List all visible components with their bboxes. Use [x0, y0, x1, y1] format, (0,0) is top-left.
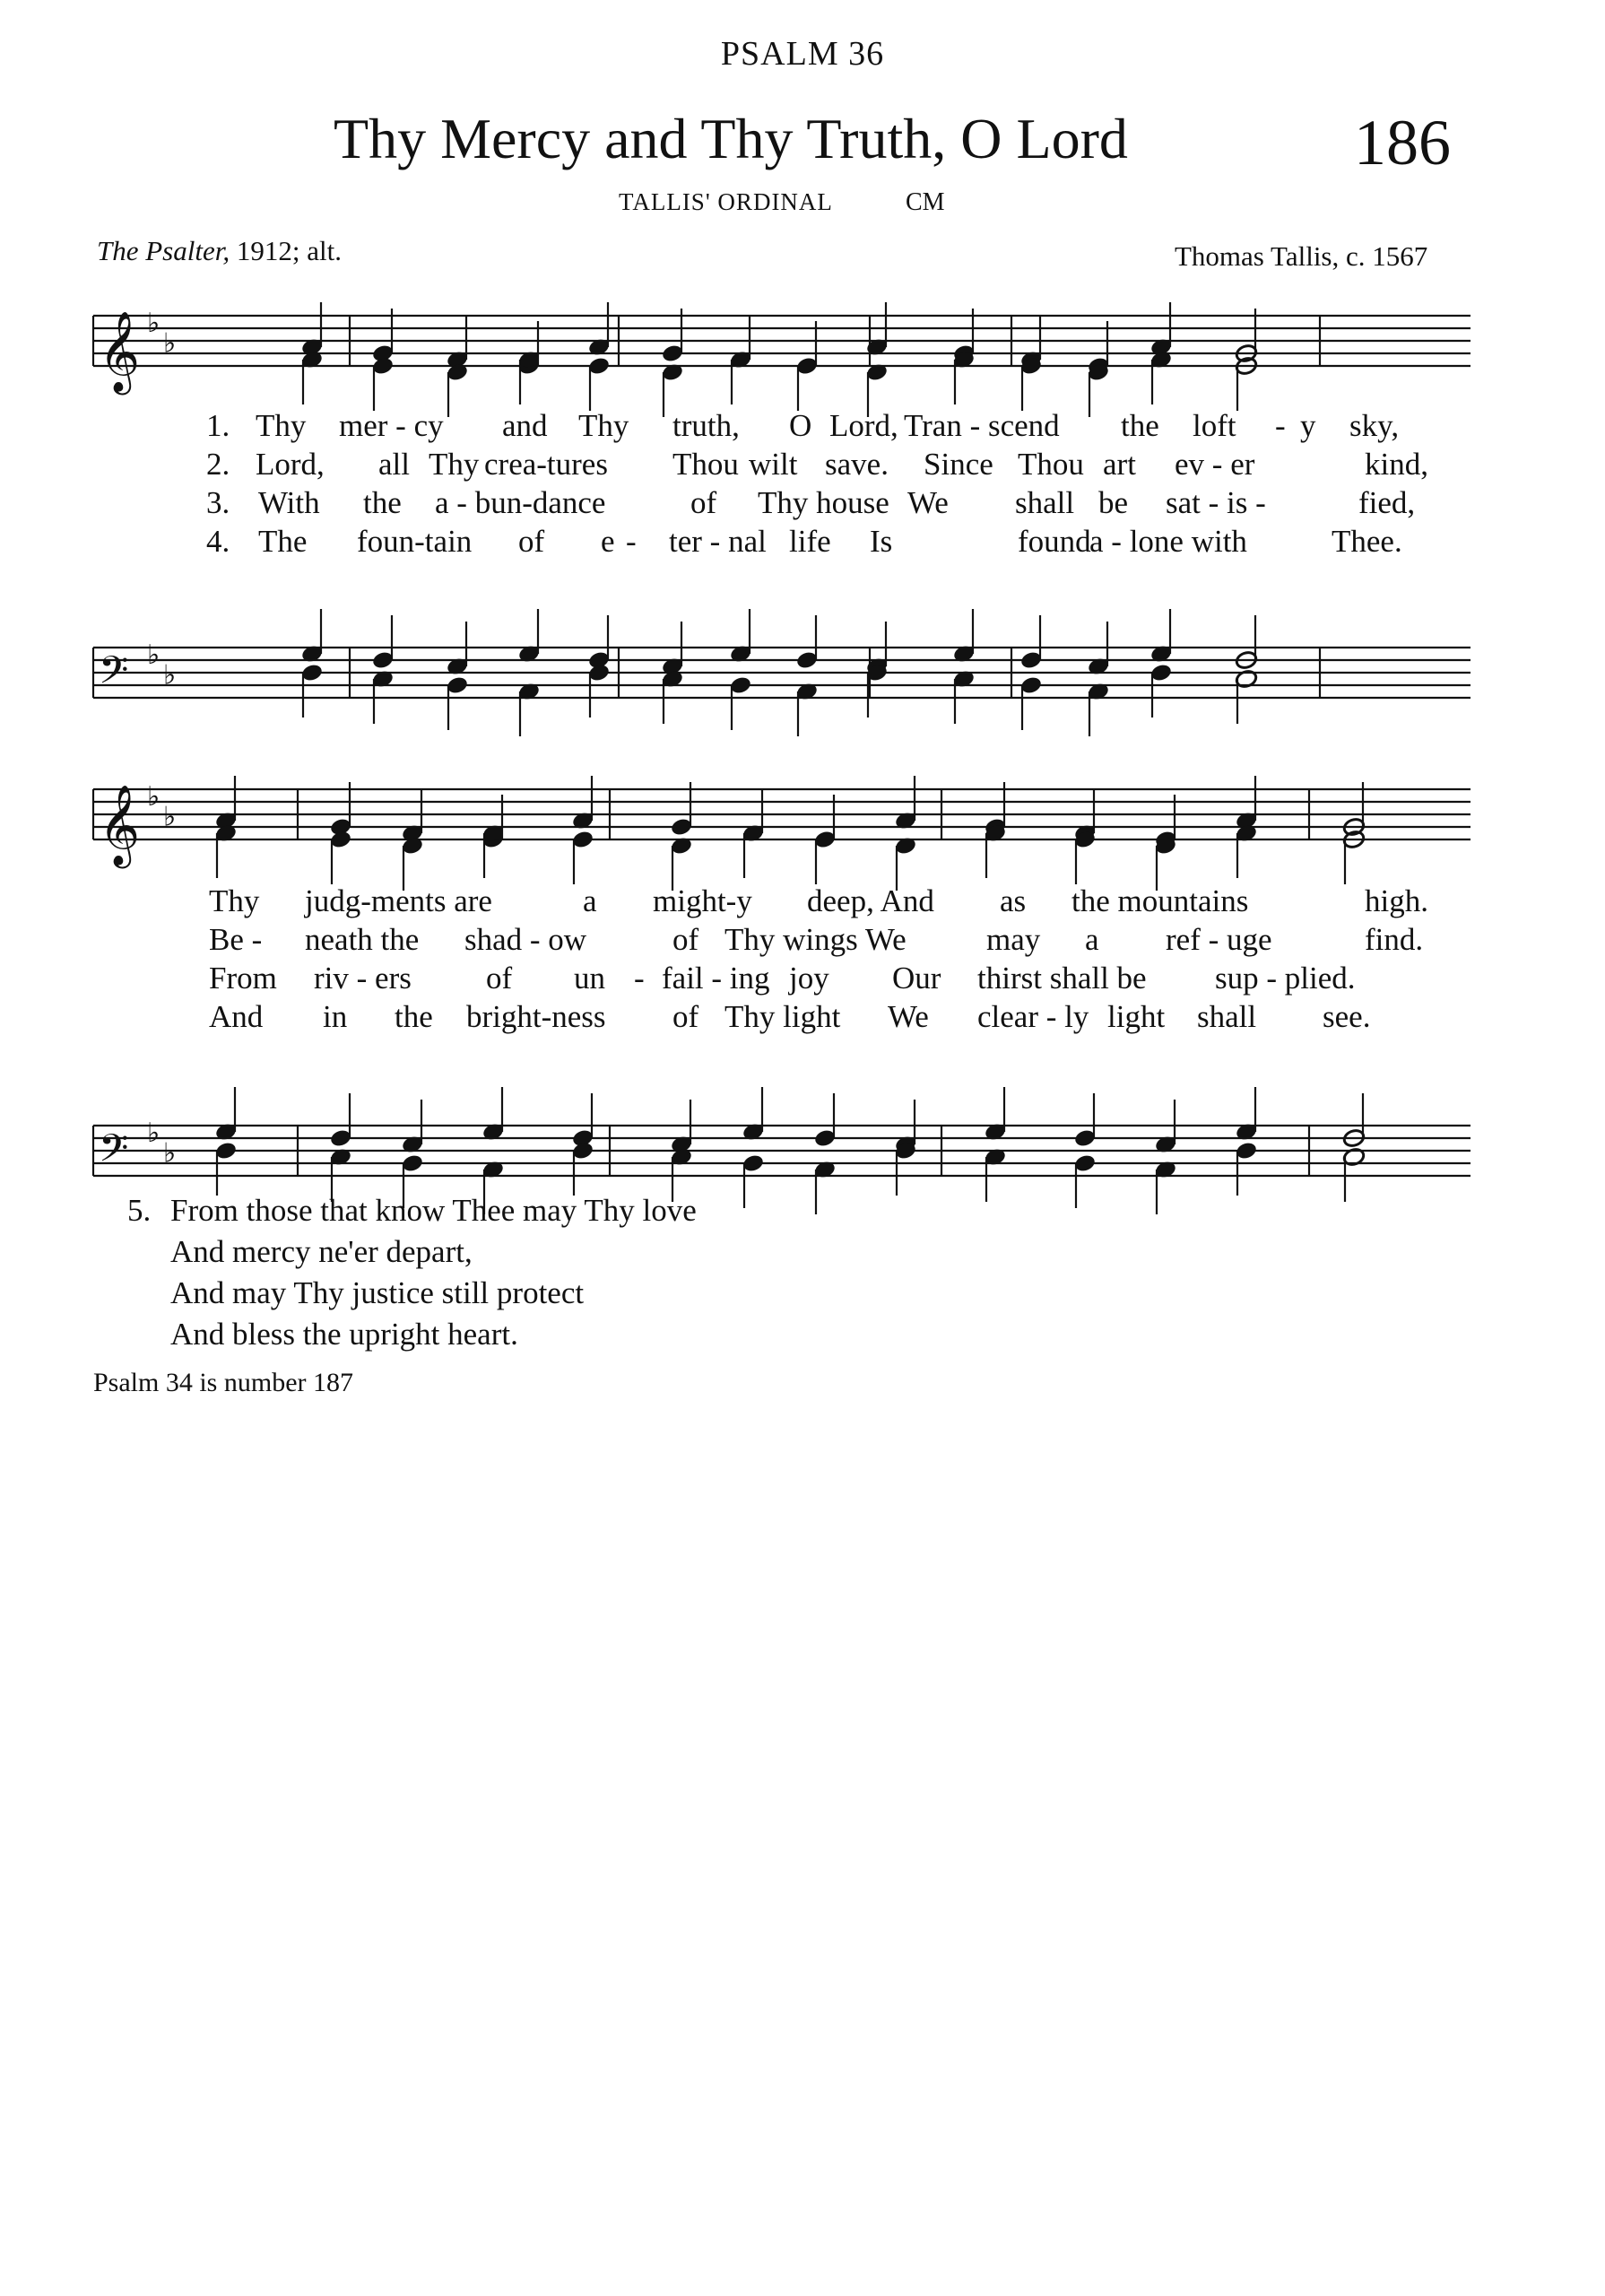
- lyric-syllable: light: [1107, 999, 1166, 1034]
- tune-name: TALLIS' ORDINAL: [619, 188, 833, 215]
- lyric-syllable: neath the: [305, 922, 420, 957]
- lyric-syllable: a - lone with: [1089, 524, 1247, 559]
- lyric-syllable: deep, And: [807, 883, 934, 918]
- lyric-syllable: as: [1000, 883, 1027, 918]
- lyric-syllable: ref - uge: [1166, 922, 1272, 957]
- lyric-syllable: thirst shall be: [977, 961, 1147, 996]
- lyric-syllable: From: [209, 961, 277, 996]
- lyric-syllable: and: [502, 408, 548, 443]
- music-symbol: ♭: [163, 327, 177, 360]
- lyric-syllable: Thy: [256, 408, 307, 443]
- lyric-syllable: Thy house: [758, 485, 889, 520]
- lyric-syllable: may: [986, 922, 1041, 957]
- lyric-syllable: fail - ing: [662, 961, 770, 996]
- lyric-syllable: in: [323, 999, 348, 1034]
- lyric-syllable: wilt: [749, 447, 798, 482]
- music-symbol: ♭: [147, 781, 160, 813]
- lyric-syllable: Lord,: [256, 447, 325, 482]
- lyric-syllable: Thy: [429, 447, 480, 482]
- lyric-syllable: Since: [924, 447, 993, 482]
- lyric-syllable: Our: [892, 961, 941, 996]
- lyric-syllable: -: [626, 524, 637, 559]
- music-symbol: ♭: [147, 639, 160, 672]
- music-symbol: ♭: [163, 801, 177, 833]
- lyric-syllable: We: [888, 999, 929, 1034]
- hymn-number: 186: [1354, 107, 1451, 178]
- lyric-syllable: 3.: [206, 485, 230, 520]
- lyric-syllable: And: [209, 999, 264, 1034]
- lyric-syllable: art: [1103, 447, 1136, 482]
- lyric-syllable: high.: [1365, 883, 1428, 918]
- text-source-italic: The Psalter,: [97, 235, 230, 266]
- lyric-syllable: mer - cy: [339, 408, 444, 443]
- lyric-syllable: the: [395, 999, 433, 1034]
- lyric-syllable: the: [363, 485, 402, 520]
- lyric-syllable: be: [1098, 485, 1129, 520]
- lyric-syllable: Lord,: [829, 408, 898, 443]
- lyric-syllable: The: [258, 524, 308, 559]
- lyric-syllable: save.: [825, 447, 889, 482]
- lyric-syllable: truth,: [672, 408, 740, 443]
- lyric-syllable: fied,: [1358, 485, 1416, 520]
- lyric-syllable: a: [1085, 922, 1099, 957]
- hymn-title: Thy Mercy and Thy Truth, O Lord: [334, 107, 1128, 170]
- lyric-syllable: un: [574, 961, 605, 996]
- music-symbol: 𝄞: [99, 785, 141, 865]
- lyric-syllable: shall: [1015, 485, 1075, 520]
- lyric-syllable: kind,: [1365, 447, 1428, 482]
- lyric-syllable: 2.: [206, 447, 230, 482]
- lyric-syllable: riv - ers: [314, 961, 412, 996]
- lyric-syllable: y: [1300, 408, 1316, 443]
- lyric-syllable: sat - is -: [1166, 485, 1266, 520]
- lyric-syllable: Tran - scend: [904, 408, 1060, 443]
- verse-5-line-1: From those that know Thee may Thy love: [170, 1193, 697, 1228]
- lyric-syllable: a - bun-dance: [435, 485, 606, 520]
- lyric-syllable: of: [672, 999, 699, 1034]
- verse-5-line-2: And mercy ne'er depart,: [170, 1234, 473, 1269]
- lyric-syllable: find.: [1365, 922, 1424, 957]
- music-symbol: 𝄢: [99, 1126, 129, 1180]
- lyric-syllable: of: [486, 961, 513, 996]
- lyric-syllable: loft: [1193, 408, 1236, 443]
- lyric-syllable: Thy: [578, 408, 629, 443]
- lyric-syllable: 1.: [206, 408, 230, 443]
- lyric-syllable: O: [789, 408, 812, 443]
- lyric-syllable: Thy light: [724, 999, 841, 1034]
- lyric-syllable: found: [1018, 524, 1091, 559]
- lyric-syllable: Thou: [1018, 447, 1084, 482]
- meter: CM: [906, 188, 945, 216]
- lyric-syllable: Is: [870, 524, 893, 559]
- text-source-rest: 1912; alt.: [230, 235, 342, 266]
- verse-5-line-4: And bless the upright heart.: [170, 1317, 518, 1352]
- lyric-syllable: sky,: [1349, 408, 1400, 443]
- lyric-syllable: life: [789, 524, 831, 559]
- lyric-syllable: see.: [1323, 999, 1371, 1034]
- lyric-syllable: of: [690, 485, 717, 520]
- lyric-syllable: clear - ly: [977, 999, 1089, 1034]
- lyric-syllable: sup - plied.: [1215, 961, 1356, 996]
- lyric-syllable: shall: [1197, 999, 1257, 1034]
- lyric-syllable: Thou: [672, 447, 739, 482]
- lyric-syllable: a: [583, 883, 597, 918]
- lyric-syllable: shad - ow: [464, 922, 587, 957]
- music-symbol: ♭: [163, 659, 177, 691]
- lyric-syllable: might-y: [653, 883, 752, 918]
- psalm-heading: PSALM 36: [720, 35, 885, 73]
- lyric-syllable: of: [518, 524, 545, 559]
- lyric-syllable: 4.: [206, 524, 230, 559]
- verse-5-number: 5.: [127, 1193, 152, 1228]
- lyric-syllable: Be -: [209, 922, 263, 957]
- lyric-syllable: -: [634, 961, 645, 996]
- lyric-syllable: the: [1121, 408, 1159, 443]
- lyric-syllable: foun-tain: [357, 524, 473, 559]
- lyric-syllable: judg-ments are: [305, 883, 492, 918]
- lyric-syllable: Thy wings We: [724, 922, 907, 957]
- music-symbol: ♭: [147, 308, 160, 340]
- lyric-syllable: of: [672, 922, 699, 957]
- lyric-syllable: crea-tures: [484, 447, 608, 482]
- lyric-syllable: Thy: [209, 883, 260, 918]
- footnote: Psalm 34 is number 187: [93, 1368, 353, 1397]
- music-source: Thomas Tallis, c. 1567: [1175, 240, 1428, 272]
- music-symbol: 𝄞: [99, 311, 141, 392]
- lyric-syllable: We: [907, 485, 949, 520]
- lyric-syllable: bright-ness: [466, 999, 606, 1034]
- lyric-syllable: Thee.: [1332, 524, 1402, 559]
- lyric-syllable: e: [601, 524, 615, 559]
- lyric-syllable: ter - nal: [669, 524, 767, 559]
- lyric-syllable: ev - er: [1175, 447, 1255, 482]
- lyric-syllable: -: [1275, 408, 1286, 443]
- lyric-syllable: joy: [789, 961, 829, 996]
- music-symbol: ♭: [163, 1137, 177, 1170]
- lyric-syllable: all: [378, 447, 410, 482]
- verse-5-line-3: And may Thy justice still protect: [170, 1275, 585, 1310]
- music-symbol: 𝄢: [99, 648, 129, 702]
- music-symbol: ♭: [147, 1118, 160, 1150]
- lyric-syllable: the mountains: [1071, 883, 1249, 918]
- lyric-syllable: With: [258, 485, 320, 520]
